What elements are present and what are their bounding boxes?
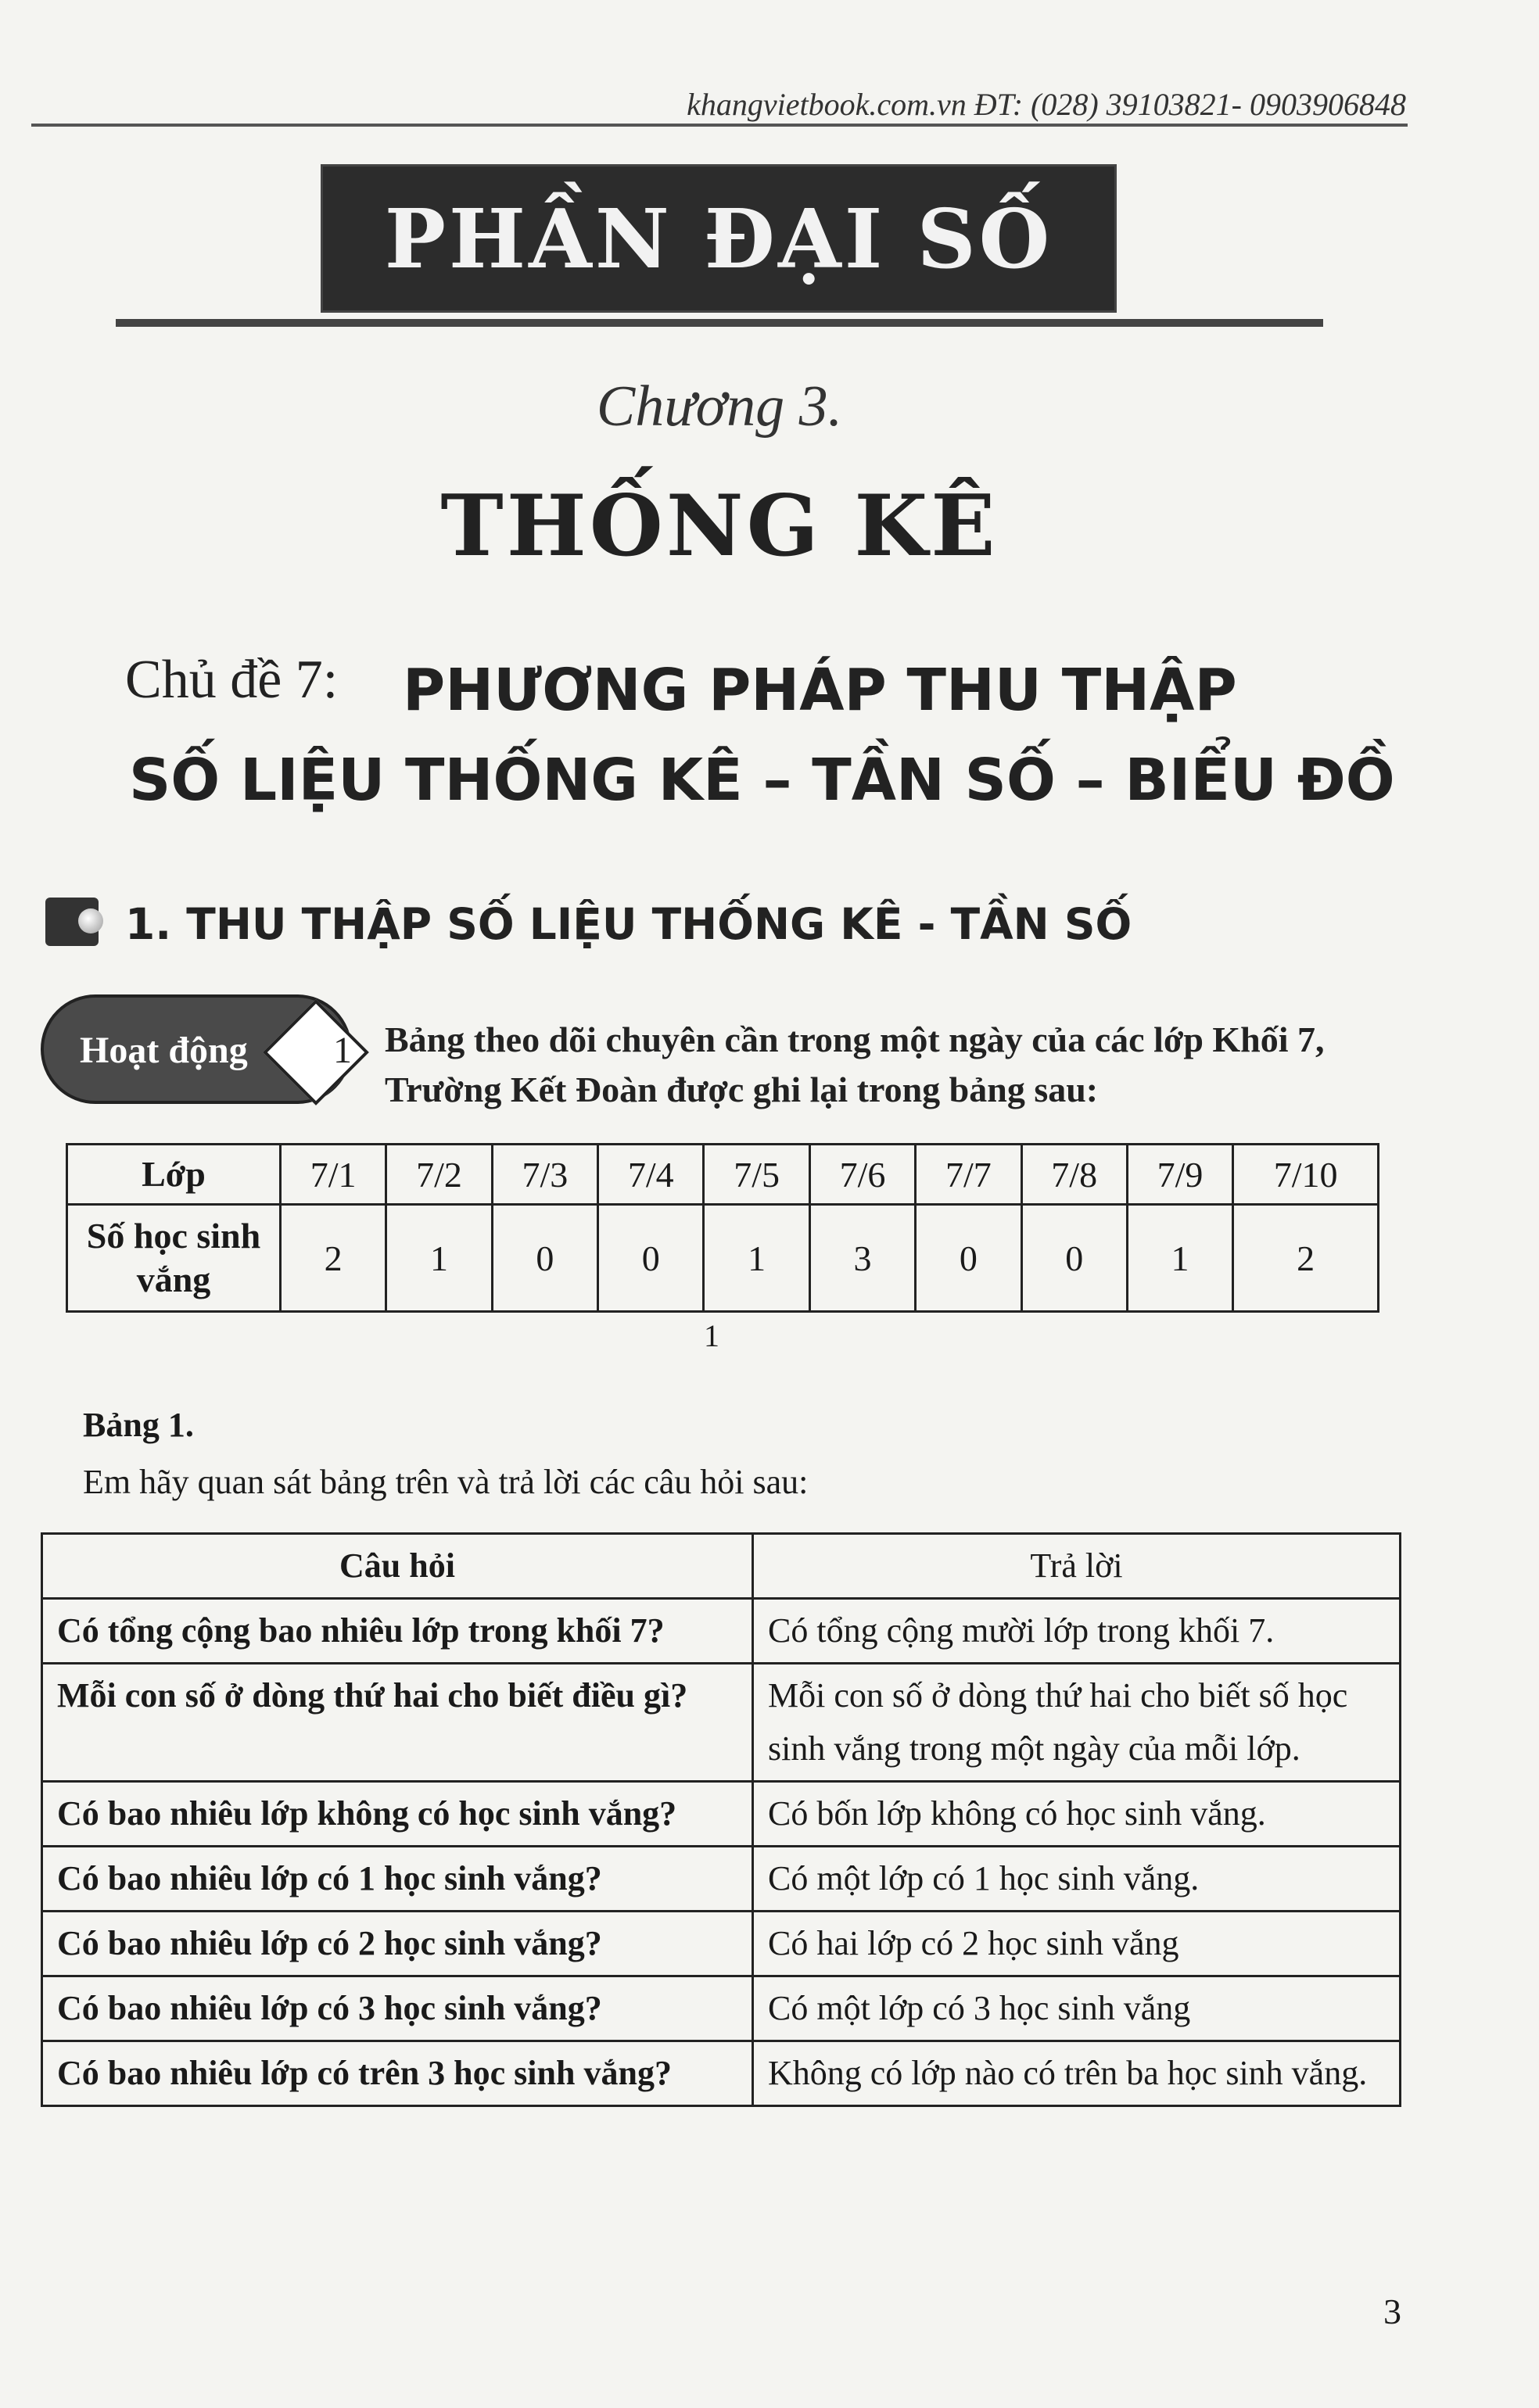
answer-cell: Có một lớp có 1 học sinh vắng. — [753, 1847, 1401, 1912]
section-title: 1. THU THẬP SỐ LIỆU THỐNG KÊ - TẦN SỐ — [125, 899, 1132, 949]
table-row — [42, 1976, 1401, 2041]
question-cell: Có bao nhiêu lớp có 2 học sinh vắng? — [42, 1912, 753, 1976]
column-header-answer: Trả lời — [753, 1534, 1401, 1599]
absent-cell: 0 — [1021, 1205, 1127, 1312]
class-cell: 7/1 — [281, 1145, 386, 1205]
topic-title-line2: SỐ LIỆU THỐNG KÊ – TẦN SỐ – BIỂU ĐỒ — [129, 747, 1395, 814]
class-cell: 7/2 — [386, 1145, 492, 1205]
class-cell: 7/4 — [598, 1145, 704, 1205]
absent-cell: 1 — [386, 1205, 492, 1312]
class-cell: 7/7 — [916, 1145, 1021, 1205]
absent-cell: 1 — [704, 1205, 809, 1312]
answer-cell: Không có lớp nào có trên ba học sinh vắng. — [753, 2041, 1401, 2106]
class-cell: 7/8 — [1021, 1145, 1127, 1205]
activity-number: 1 — [333, 1030, 352, 1071]
table-row — [67, 1205, 1379, 1312]
class-cell: 7/10 — [1233, 1145, 1379, 1205]
answer-cell: Có bốn lớp không có học sinh vắng. — [753, 1782, 1401, 1847]
absent-cell: 2 — [1233, 1205, 1379, 1312]
question-cell: Có bao nhiêu lớp có 3 học sinh vắng? — [42, 1976, 753, 2041]
header-rule — [31, 124, 1408, 127]
answer-cell: Có hai lớp có 2 học sinh vắng — [753, 1912, 1401, 1976]
question-cell: Mỗi con số ở dòng thứ hai cho biết điều gì? — [42, 1664, 753, 1782]
attendance-table — [66, 1143, 1379, 1313]
table-mark: 1 — [704, 1318, 719, 1353]
answer-cell: Có tổng cộng mười lớp trong khối 7. — [753, 1599, 1401, 1664]
question-cell: Có bao nhiêu lớp có 1 học sinh vắng? — [42, 1847, 753, 1912]
table-header-row — [42, 1534, 1401, 1599]
row-header-class: Lớp — [67, 1145, 281, 1205]
question-cell: Có bao nhiêu lớp không có học sinh vắng? — [42, 1782, 753, 1847]
table-row — [42, 1599, 1401, 1664]
question-cell: Có tổng cộng bao nhiêu lớp trong khối 7? — [42, 1599, 753, 1664]
activity-label: Hoạt động — [80, 1030, 248, 1071]
chapter-label: Chương 3. — [596, 374, 843, 439]
page-header: khangvietbook.com.vn ĐT: (028) 39103821- 0903906848 — [687, 87, 1406, 122]
qa-table — [41, 1532, 1401, 2107]
part-title: PHẦN ĐẠI SỐ — [384, 190, 1053, 287]
absent-cell: 0 — [916, 1205, 1021, 1312]
question-cell: Có bao nhiêu lớp có trên 3 học sinh vắng? — [42, 2041, 753, 2106]
class-cell: 7/6 — [809, 1145, 915, 1205]
absent-cell: 1 — [1127, 1205, 1232, 1312]
topic-title-line1: PHƯƠNG PHÁP THU THẬP — [403, 657, 1237, 724]
absent-cell: 0 — [598, 1205, 704, 1312]
part-banner — [321, 164, 1117, 313]
table-row — [42, 2041, 1401, 2106]
activity-badge — [41, 994, 352, 1104]
answer-cell: Có một lớp có 3 học sinh vắng — [753, 1976, 1401, 2041]
row-header-absent: Số học sinh vắng — [67, 1205, 281, 1312]
table-row — [42, 1664, 1401, 1782]
table-row — [42, 1847, 1401, 1912]
answer-cell: Mỗi con số ở dòng thứ hai cho biết số học sinh vắng trong một ngày của mỗi lớp. — [753, 1664, 1401, 1782]
instruction-text: Em hãy quan sát bảng trên và trả lời các câu hỏi sau: — [83, 1463, 809, 1501]
section-bullet-icon — [45, 898, 99, 946]
table-row — [42, 1912, 1401, 1976]
table-row — [42, 1782, 1401, 1847]
absent-cell: 2 — [281, 1205, 386, 1312]
page-number: 3 — [1383, 2292, 1401, 2331]
absent-cell: 3 — [809, 1205, 915, 1312]
banner-rule — [116, 319, 1323, 327]
class-cell: 7/3 — [492, 1145, 597, 1205]
class-cell: 7/5 — [704, 1145, 809, 1205]
absent-cell: 0 — [492, 1205, 597, 1312]
table-row — [67, 1145, 1379, 1205]
activity-text: Bảng theo dõi chuyên cần trong một ngày của các lớp Khối 7, Trường Kết Đoàn được ghi lại trong bảng sau: — [385, 1019, 1325, 1109]
table-caption: Bảng 1. — [83, 1406, 194, 1444]
column-header-question: Câu hỏi — [42, 1534, 753, 1599]
class-cell: 7/9 — [1127, 1145, 1232, 1205]
topic-prefix: Chủ đề 7: — [125, 650, 339, 710]
chapter-title: THỐNG KÊ — [440, 477, 999, 575]
